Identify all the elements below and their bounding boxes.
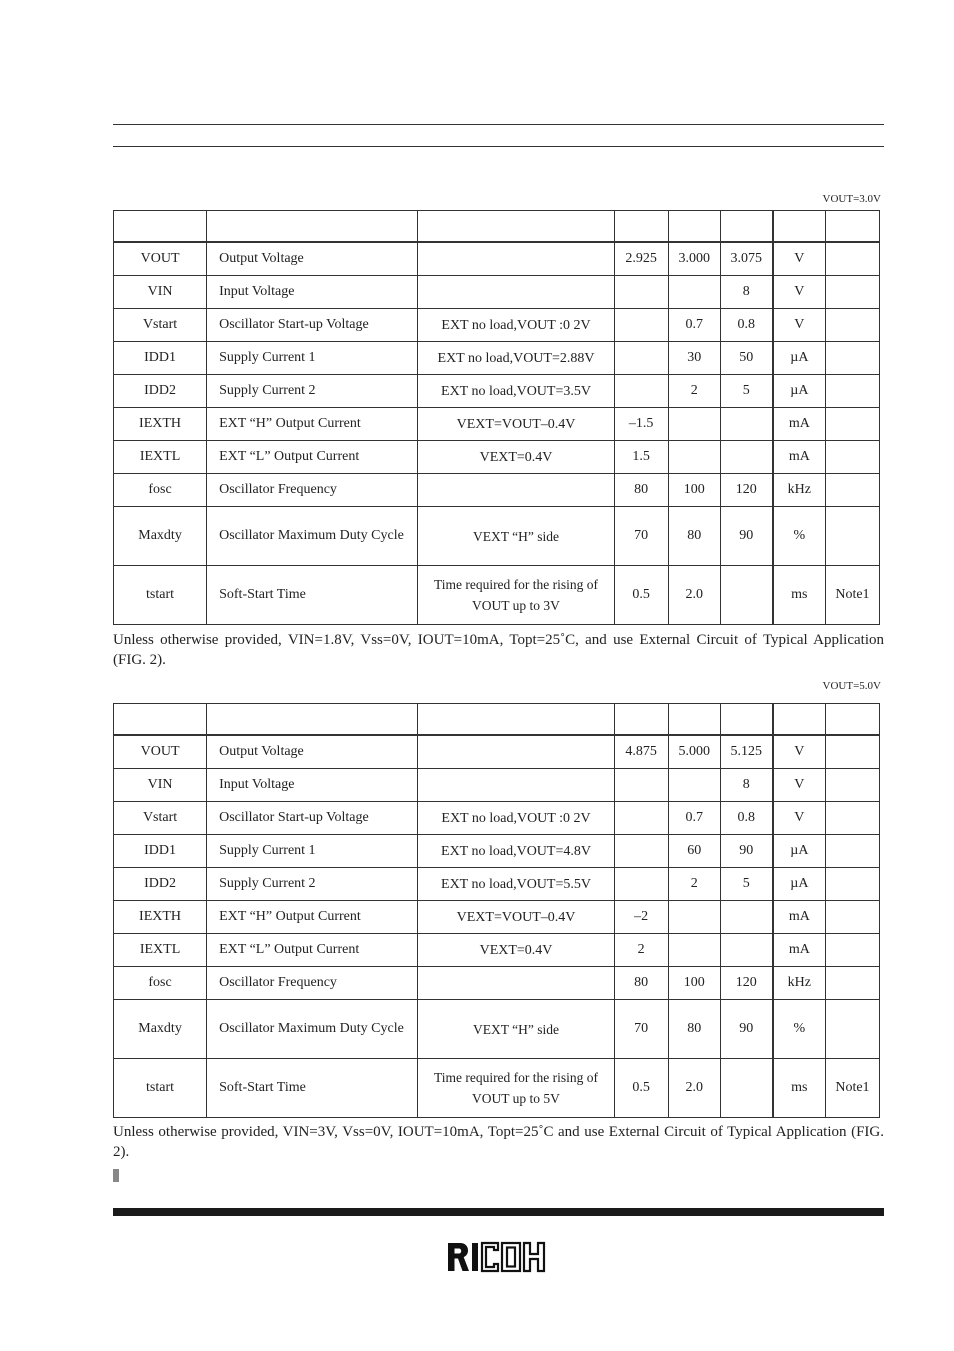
unit-cell: V [773,735,826,769]
condition-cell: EXT no load,VOUT=5.5V [418,868,614,901]
table-row [114,1000,880,1059]
symbol-cell: Maxdty [114,1000,207,1059]
typ-cell: 2.0 [668,1059,720,1118]
condition-cell: VEXT=0.4V [418,934,614,967]
max-cell: 5 [720,868,773,901]
min-cell: 1.5 [614,441,668,474]
unit-cell: V [773,309,826,342]
condition-cell: VEXT “H” side [418,507,614,566]
table1-condition-label: VOUT=3.0V [822,193,881,205]
note-cell [825,901,879,934]
condition-cell: Time required for the rising of VOUT up to 3V [418,566,614,625]
max-cell [720,408,773,441]
parameter-cell: Supply Current 2 [207,868,418,901]
note-cell [825,802,879,835]
footer-rule [113,1208,884,1216]
symbol-cell: VOUT [114,242,207,276]
condition-cell [418,967,614,1000]
min-cell [614,375,668,408]
parameter-cell: Input Voltage [207,769,418,802]
max-cell: 8 [720,276,773,309]
min-cell [614,342,668,375]
symbol-cell: fosc [114,967,207,1000]
spec-table-1 [113,210,880,625]
unit-cell: mA [773,934,826,967]
header-cell [418,704,614,736]
typ-cell: 30 [668,342,720,375]
symbol-cell: IEXTL [114,441,207,474]
table-row [114,735,880,769]
note-cell [825,408,879,441]
note-cell [825,375,879,408]
note-cell: Note1 [825,1059,879,1118]
table-row [114,375,880,408]
max-cell [720,934,773,967]
typ-cell: 80 [668,507,720,566]
parameter-cell: Oscillator Start-up Voltage [207,802,418,835]
typ-cell [668,769,720,802]
table2-footnote: Unless otherwise provided, VIN=3V, Vss=0V, IOUT=10mA, Topt=25˚C and use External Circuit of Typical Application (FIG. 2). [113,1124,884,1160]
typ-cell: 80 [668,1000,720,1059]
table-row [114,967,880,1000]
parameter-cell: Oscillator Frequency [207,474,418,507]
symbol-cell: VIN [114,276,207,309]
header-cell [668,704,720,736]
condition-cell: EXT no load,VOUT=3.5V [418,375,614,408]
max-cell: 90 [720,835,773,868]
table-row [114,901,880,934]
max-cell: 5 [720,375,773,408]
spec-table-2 [113,703,880,1118]
min-cell: –1.5 [614,408,668,441]
max-cell [720,441,773,474]
condition-cell: Time required for the rising of VOUT up to 5V [418,1059,614,1118]
typ-cell: 2 [668,375,720,408]
parameter-cell: EXT “H” Output Current [207,901,418,934]
table-row [114,835,880,868]
symbol-cell: Vstart [114,802,207,835]
typ-cell [668,441,720,474]
header-cell [720,704,773,736]
table-row [114,868,880,901]
condition-cell: EXT no load,VOUT=2.88V [418,342,614,375]
parameter-cell: Output Voltage [207,735,418,769]
parameter-cell: Output Voltage [207,242,418,276]
unit-cell: mA [773,441,826,474]
parameter-cell: Oscillator Frequency [207,967,418,1000]
max-cell [720,901,773,934]
header-cell [114,211,207,243]
symbol-cell: IEXTH [114,901,207,934]
min-cell: 0.5 [614,566,668,625]
unit-cell: µA [773,375,826,408]
symbol-cell: VIN [114,769,207,802]
unit-cell: V [773,802,826,835]
table-row [114,441,880,474]
table-row [114,802,880,835]
typ-cell: 60 [668,835,720,868]
unit-cell: % [773,507,826,566]
typ-cell: 2.0 [668,566,720,625]
unit-cell: % [773,1000,826,1059]
table-row [114,934,880,967]
min-cell: 80 [614,474,668,507]
min-cell: 80 [614,967,668,1000]
max-cell: 120 [720,474,773,507]
header-cell [773,211,826,243]
symbol-cell: IDD1 [114,835,207,868]
header-cell [825,704,879,736]
max-cell: 90 [720,1000,773,1059]
table-row [114,769,880,802]
max-cell: 90 [720,507,773,566]
table-row [114,1059,880,1118]
symbol-cell: tstart [114,566,207,625]
symbol-cell: Vstart [114,309,207,342]
typ-cell: 2 [668,868,720,901]
parameter-cell: Supply Current 1 [207,835,418,868]
parameter-cell: Supply Current 2 [207,375,418,408]
note-cell [825,309,879,342]
note-cell [825,967,879,1000]
parameter-cell: Oscillator Maximum Duty Cycle [207,507,418,566]
condition-cell: EXT no load,VOUT :0 2V [418,802,614,835]
symbol-cell: IDD2 [114,375,207,408]
symbol-cell: VOUT [114,735,207,769]
min-cell [614,802,668,835]
spec-table-2-body [114,704,880,1118]
symbol-cell: fosc [114,474,207,507]
unit-cell: µA [773,342,826,375]
header-cell [418,211,614,243]
max-cell: 5.125 [720,735,773,769]
header-cell [720,211,773,243]
max-cell: 3.075 [720,242,773,276]
header-cell [614,211,668,243]
parameter-cell: EXT “L” Output Current [207,441,418,474]
header-rule-bottom [113,146,884,147]
header-cell [114,704,207,736]
header-cell [614,704,668,736]
header-cell [207,211,418,243]
note-cell [825,769,879,802]
note-cell [825,735,879,769]
table1-footnote: Unless otherwise provided, VIN=1.8V, Vss=0V, IOUT=10mA, Topt=25˚C, and use External Circuit of Typical Application (FIG. 2). [113,632,884,668]
parameter-cell: Supply Current 1 [207,342,418,375]
min-cell: 0.5 [614,1059,668,1118]
parameter-cell: Soft-Start Time [207,566,418,625]
note-cell [825,342,879,375]
max-cell: 50 [720,342,773,375]
typ-cell: 3.000 [668,242,720,276]
symbol-cell: IDD1 [114,342,207,375]
unit-cell: ms [773,566,826,625]
header-cell [773,704,826,736]
symbol-cell: IEXTH [114,408,207,441]
table-row [114,507,880,566]
min-cell [614,769,668,802]
ricoh-logo [446,1241,550,1273]
table-header-row [114,704,880,736]
parameter-cell: Soft-Start Time [207,1059,418,1118]
table-row [114,408,880,441]
typ-cell [668,276,720,309]
unit-cell: V [773,242,826,276]
parameter-cell: Oscillator Maximum Duty Cycle [207,1000,418,1059]
note-cell [825,441,879,474]
condition-cell [418,242,614,276]
max-cell [720,1059,773,1118]
condition-cell [418,276,614,309]
min-cell: 70 [614,1000,668,1059]
unit-cell: kHz [773,474,826,507]
min-cell [614,868,668,901]
unit-cell: kHz [773,967,826,1000]
table-header-row [114,211,880,243]
condition-cell: VEXT=0.4V [418,441,614,474]
typ-cell: 0.7 [668,309,720,342]
note-cell [825,1000,879,1059]
min-cell: 4.875 [614,735,668,769]
table-row [114,242,880,276]
typ-cell [668,408,720,441]
max-cell: 120 [720,967,773,1000]
note-cell [825,474,879,507]
table-row [114,276,880,309]
unit-cell: mA [773,901,826,934]
note-cell [825,835,879,868]
typ-cell: 100 [668,967,720,1000]
condition-cell [418,735,614,769]
note-cell [825,276,879,309]
table-row [114,342,880,375]
typ-cell [668,901,720,934]
typ-cell: 0.7 [668,802,720,835]
max-cell [720,566,773,625]
unit-cell: V [773,769,826,802]
symbol-cell: IDD2 [114,868,207,901]
table2-condition-label: VOUT=5.0V [822,680,881,692]
header-cell [825,211,879,243]
header-rule-top [113,124,884,125]
table-row [114,474,880,507]
parameter-cell: EXT “H” Output Current [207,408,418,441]
parameter-cell: Oscillator Start-up Voltage [207,309,418,342]
typ-cell: 5.000 [668,735,720,769]
min-cell: –2 [614,901,668,934]
symbol-cell: tstart [114,1059,207,1118]
min-cell: 70 [614,507,668,566]
min-cell: 2 [614,934,668,967]
min-cell [614,835,668,868]
unit-cell: µA [773,835,826,868]
unit-cell: ms [773,1059,826,1118]
table-row [114,566,880,625]
max-cell: 0.8 [720,309,773,342]
spec-table-1-body [114,211,880,625]
typ-cell: 100 [668,474,720,507]
unit-cell: mA [773,408,826,441]
header-cell [668,211,720,243]
max-cell: 8 [720,769,773,802]
condition-cell [418,769,614,802]
condition-cell: VEXT “H” side [418,1000,614,1059]
min-cell [614,276,668,309]
unit-cell: V [773,276,826,309]
typ-cell [668,934,720,967]
parameter-cell: EXT “L” Output Current [207,934,418,967]
condition-cell: VEXT=VOUT–0.4V [418,408,614,441]
unit-cell: µA [773,868,826,901]
note-cell [825,934,879,967]
table-row [114,309,880,342]
min-cell: 2.925 [614,242,668,276]
note-cell [825,507,879,566]
note-cell [825,242,879,276]
note-cell [825,868,879,901]
min-cell [614,309,668,342]
header-cell [207,704,418,736]
section-bullet-marker [113,1169,119,1182]
symbol-cell: IEXTL [114,934,207,967]
symbol-cell: Maxdty [114,507,207,566]
parameter-cell: Input Voltage [207,276,418,309]
condition-cell: EXT no load,VOUT=4.8V [418,835,614,868]
max-cell: 0.8 [720,802,773,835]
condition-cell: VEXT=VOUT–0.4V [418,901,614,934]
condition-cell: EXT no load,VOUT :0 2V [418,309,614,342]
note-cell: Note1 [825,566,879,625]
condition-cell [418,474,614,507]
